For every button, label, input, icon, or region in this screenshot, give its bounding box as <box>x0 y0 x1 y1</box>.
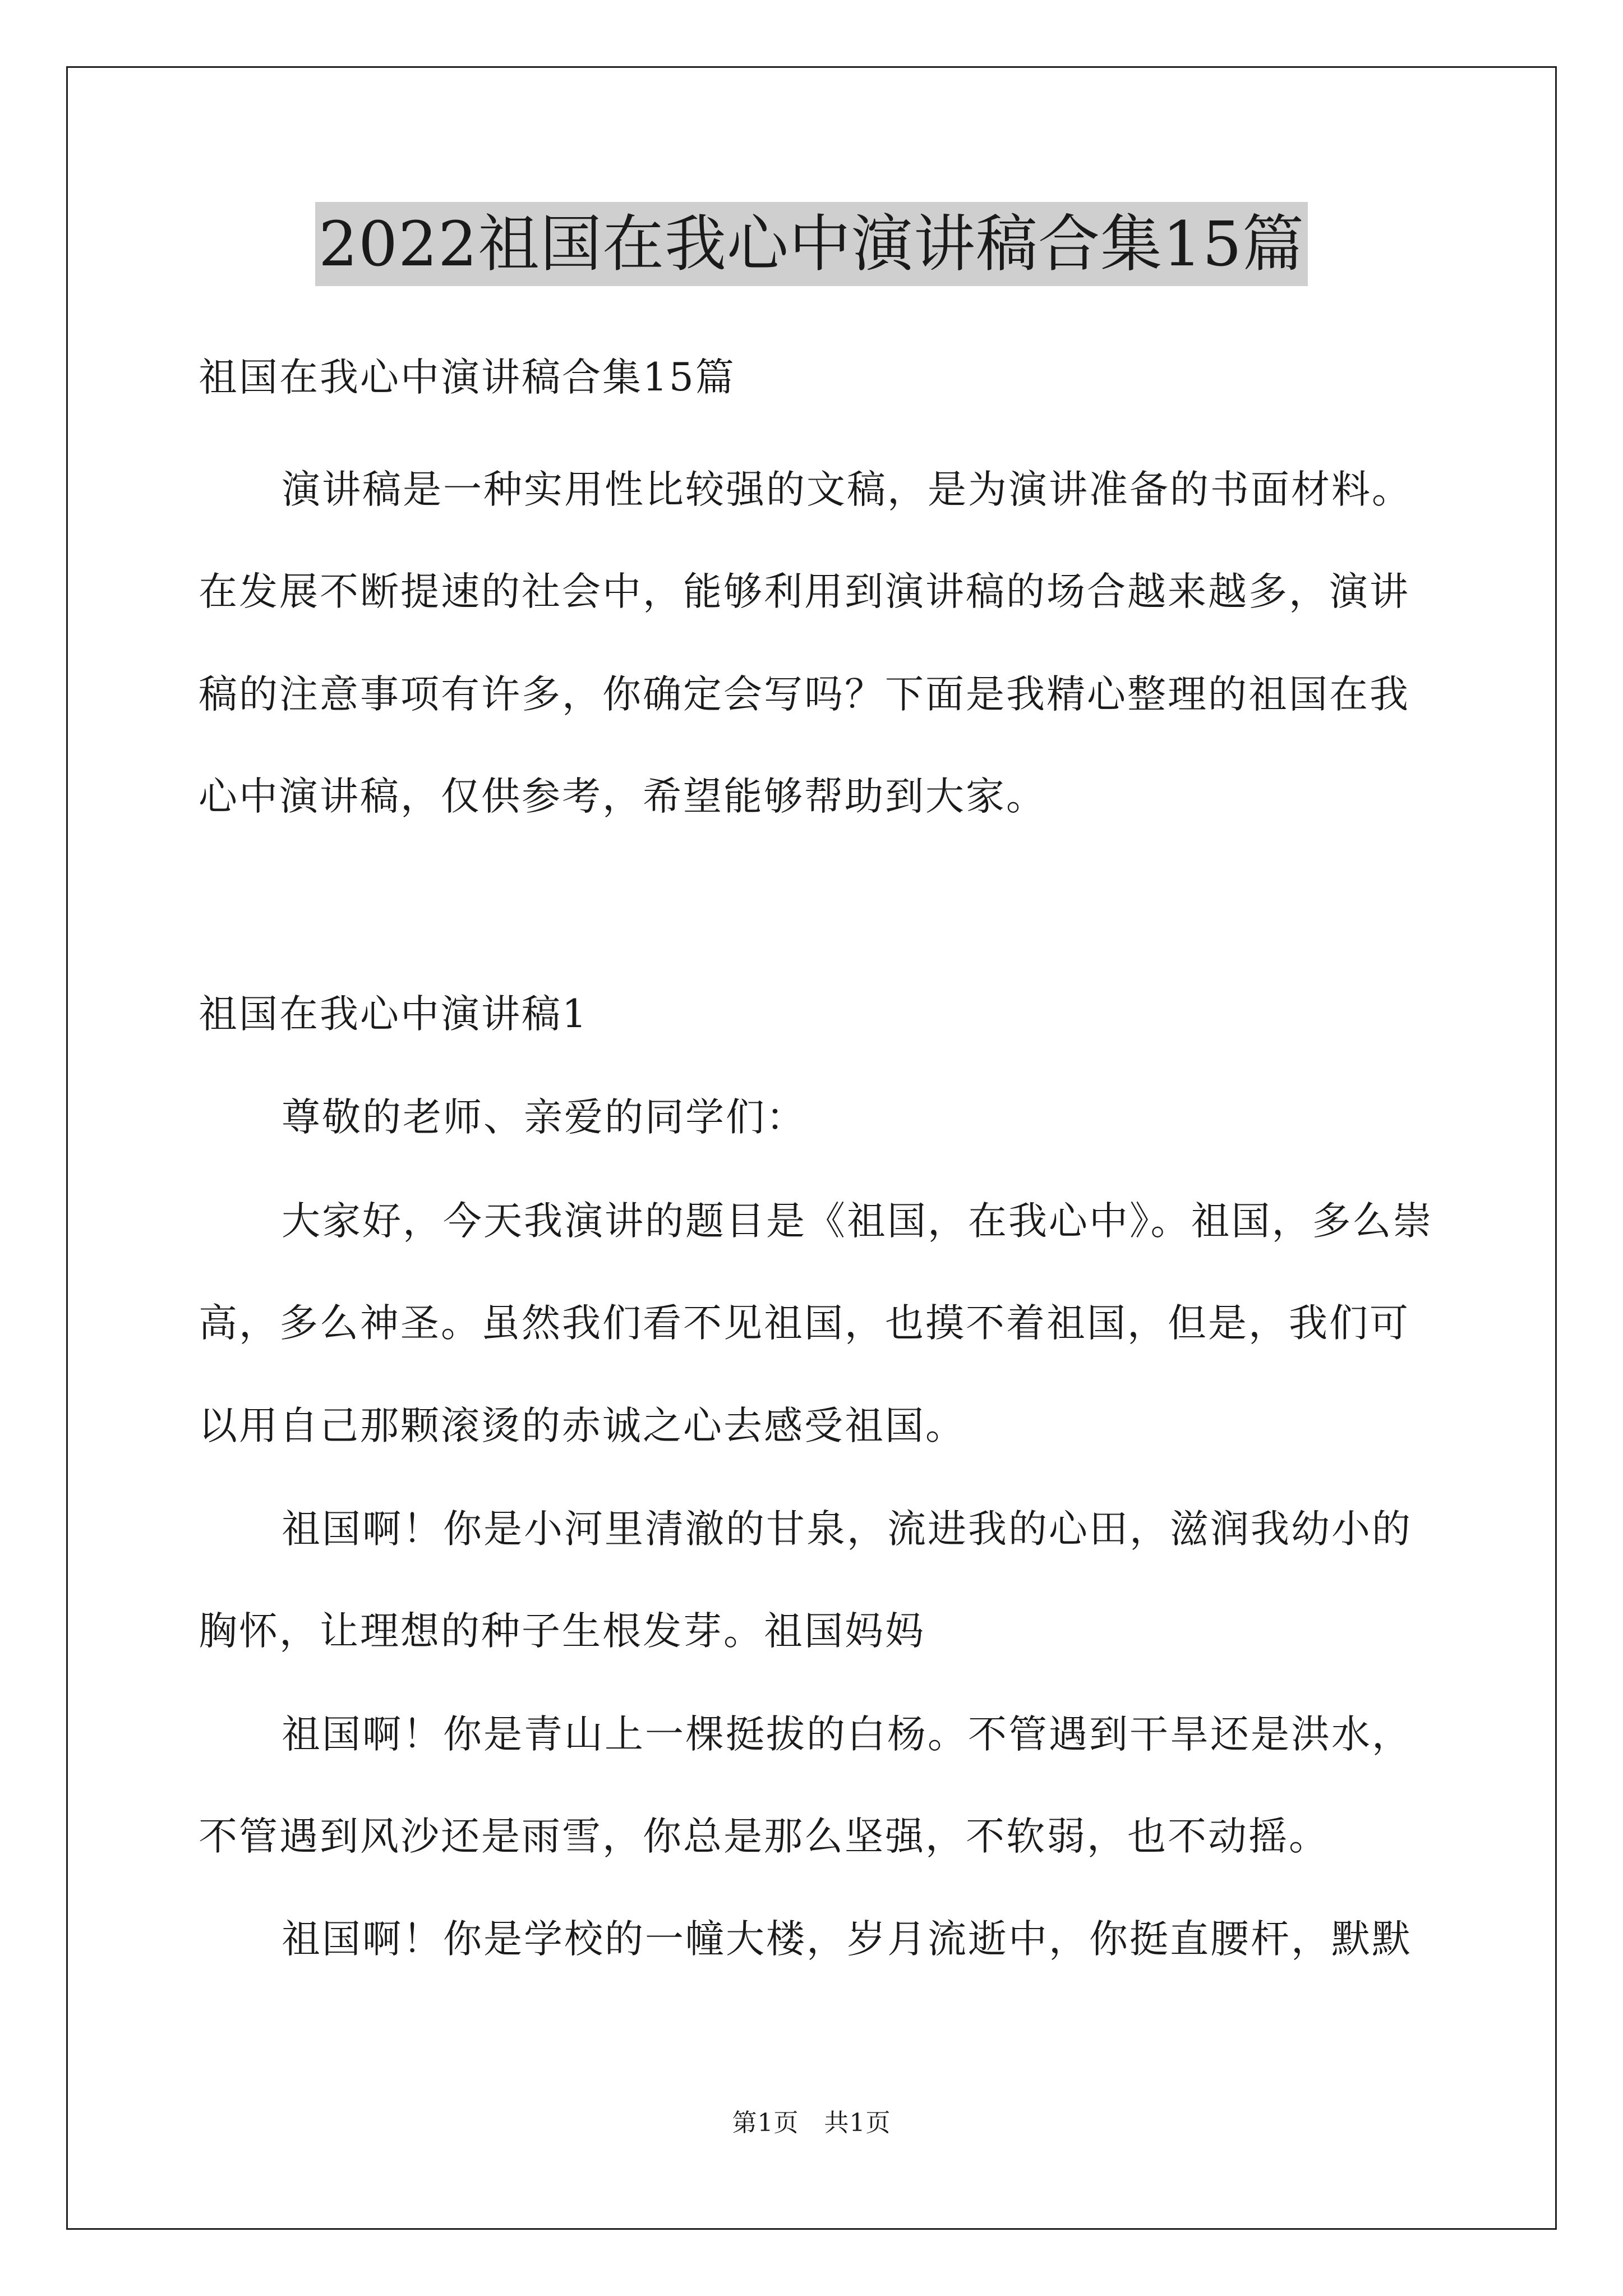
paragraph-line: 大家好，今天我演讲的题目是《祖国，在我心中》。祖国，多么崇 <box>282 1199 1433 1244</box>
paragraph-line: 在发展不断提速的社会中，能够利用到演讲稿的场合越来越多，演讲 <box>199 569 1410 614</box>
document-title: 2022祖国在我心中演讲稿合集15篇 <box>315 202 1308 286</box>
paragraph-line: 高，多么神圣。虽然我们看不见祖国，也摸不着祖国，但是，我们可 <box>199 1301 1410 1346</box>
paragraph-line: 祖国啊！你是小河里清澈的甘泉，流进我的心田，滋润我幼小的 <box>282 1507 1412 1552</box>
paragraph-line: 演讲稿是一种实用性比较强的文稿，是为演讲准备的书面材料。 <box>282 467 1412 512</box>
paragraph-line: 胸怀，让理想的种子生根发芽。祖国妈妈 <box>199 1609 925 1654</box>
section-heading: 祖国在我心中演讲稿1 <box>199 992 588 1037</box>
title-container <box>0 202 1623 286</box>
paragraph-line: 尊敬的老师、亲爱的同学们： <box>282 1095 806 1140</box>
subtitle-line: 祖国在我心中演讲稿合集15篇 <box>199 355 736 400</box>
paragraph-line: 祖国啊！你是学校的一幢大楼，岁月流逝中，你挺直腰杆，默默 <box>282 1917 1412 1962</box>
paragraph-line: 祖国啊！你是青山上一棵挺拔的白杨。不管遇到干旱还是洪水， <box>282 1712 1412 1757</box>
paragraph-line: 以用自己那颗滚烫的赤诚之心去感受祖国。 <box>199 1404 966 1448</box>
page-footer: 第1页 共1页 <box>732 2109 891 2137</box>
paragraph-line: 心中演讲稿，仅供参考，希望能够帮助到大家。 <box>199 774 1046 819</box>
paragraph-line: 不管遇到风沙还是雨雪，你总是那么坚强，不软弱，也不动摇。 <box>199 1814 1329 1859</box>
paragraph-line: 稿的注意事项有许多，你确定会写吗？下面是我精心整理的祖国在我 <box>199 672 1410 717</box>
